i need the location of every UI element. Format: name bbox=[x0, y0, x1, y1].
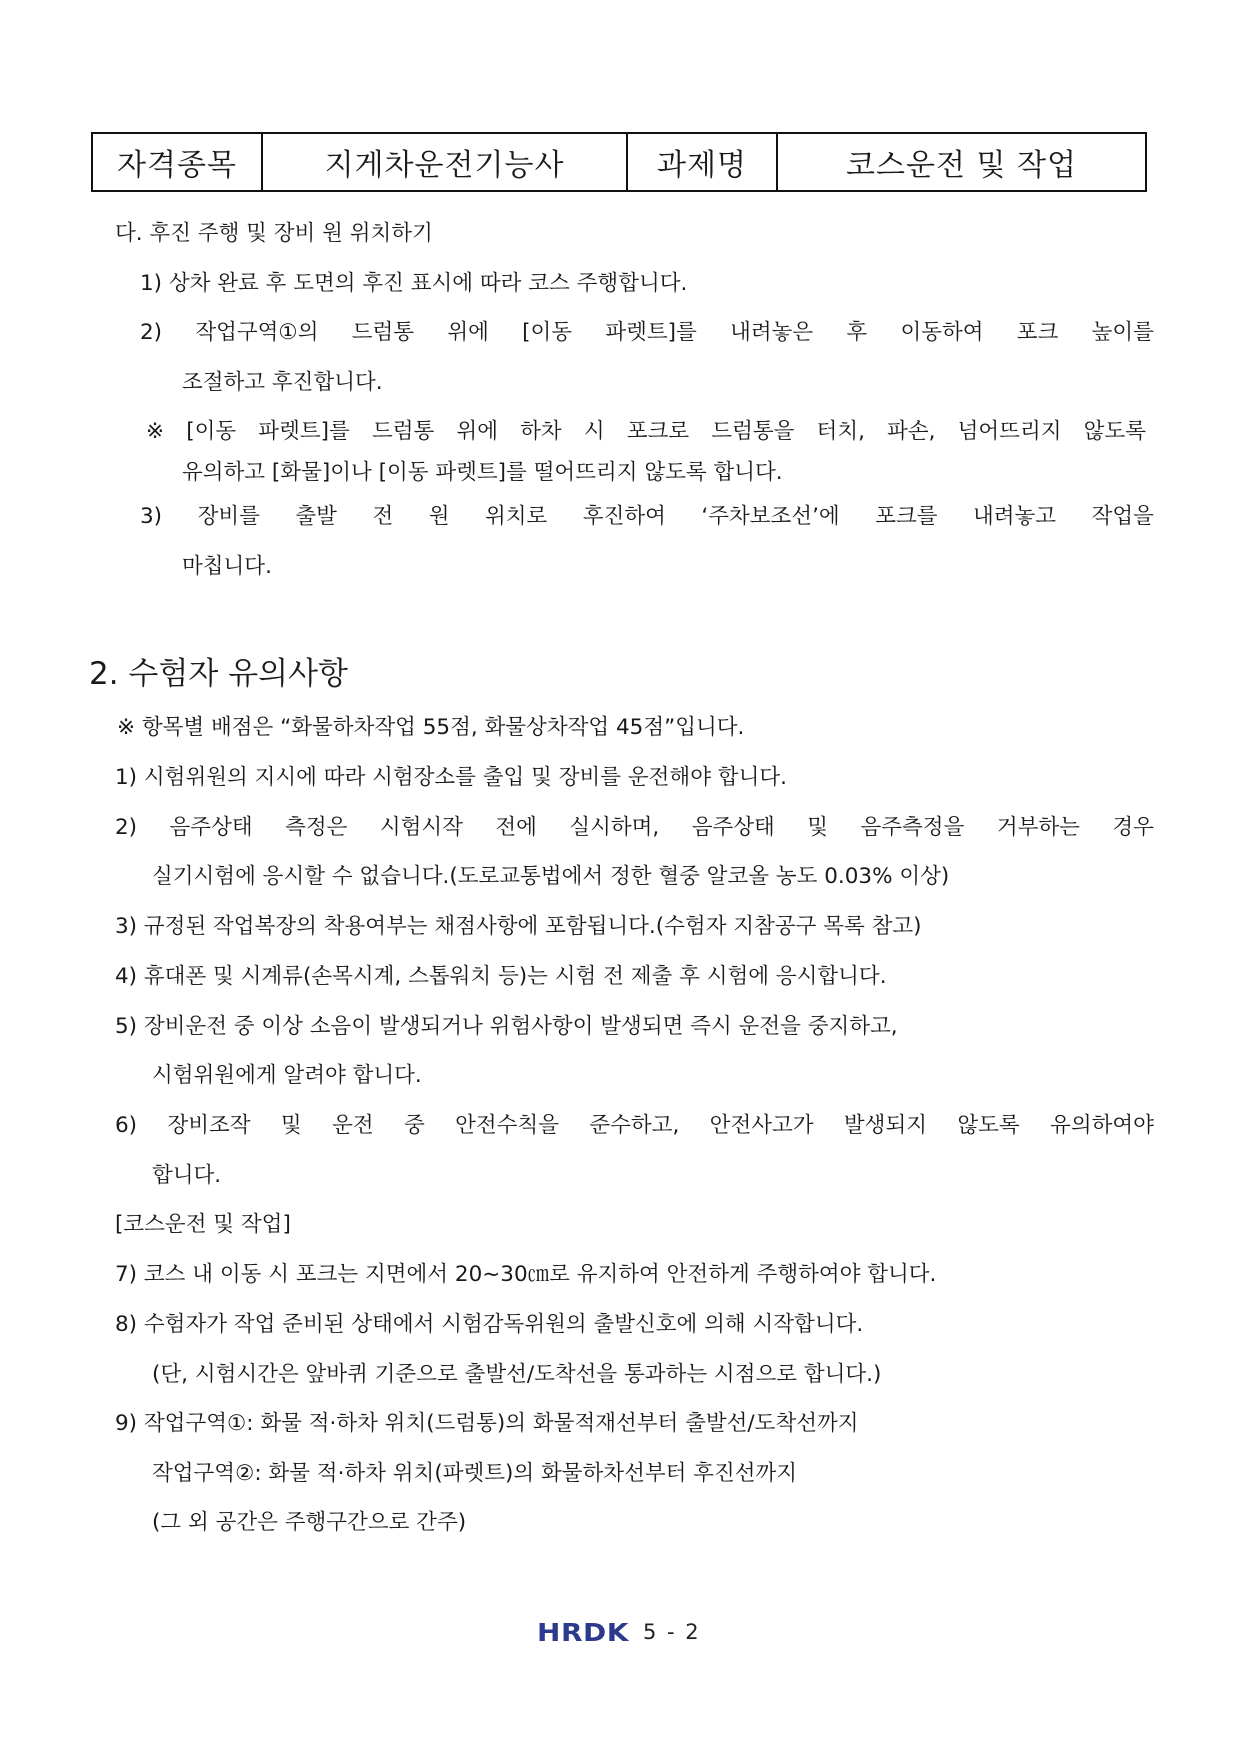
section-2-item-1: 1) 시험위원의 지시에 따라 시험장소를 출입 및 장비를 운전해야 합니다. bbox=[115, 765, 787, 790]
section-da-item-2-line-2: 조절하고 후진합니다. bbox=[182, 370, 383, 395]
section-2-item-6-line-2: 합니다. bbox=[152, 1163, 222, 1188]
section-2-item-5-line-2: 시험위원에게 알려야 합니다. bbox=[152, 1063, 422, 1088]
section-da-item-1: 1) 상차 완료 후 도면의 후진 표시에 따라 코스 주행합니다. bbox=[140, 271, 688, 296]
hrdk-logo bbox=[537, 1619, 631, 1645]
section-2-item-7: 7) 코스 내 이동 시 포크는 지면에서 20~30㎝로 유지하여 안전하게 주행하여야 합니다. bbox=[115, 1262, 937, 1287]
page-footer bbox=[537, 1619, 701, 1645]
section-da-title: 다. 후진 주행 및 장비 원 위치하기 bbox=[115, 221, 433, 246]
section-2-item-9-line-2: 작업구역②: 화물 적·하차 위치(파렛트)의 화물하차선부터 후진선까지 bbox=[152, 1461, 798, 1486]
section-2-item-2-line-1: 2) 음주상태 측정은 시험시작 전에 실시하며, 음주상태 및 음주측정을 거부하는 경우 bbox=[115, 815, 1154, 840]
section-2-heading: 2. 수험자 유의사항 bbox=[89, 656, 348, 692]
section-da-item-2-line-1: 2) 작업구역①의 드럼통 위에 [이동 파렛트]를 내려놓은 후 이동하여 포크 높이를 bbox=[140, 320, 1154, 345]
section-2-item-9-line-1: 9) 작업구역①: 화물 적·하차 위치(드럼통)의 화물적재선부터 출발선/도착선까지 bbox=[115, 1411, 859, 1436]
hrdk-logo-text: HRDK bbox=[537, 1619, 631, 1645]
section-2-item-8-line-2: (단, 시험시간은 앞바퀴 기준으로 출발선/도착선을 통과하는 시점으로 합니다.) bbox=[152, 1362, 882, 1387]
section-da-item-3-line-1: 3) 장비를 출발 전 원 위치로 후진하여 ‘주차보조선’에 포크를 내려놓고 작업을 bbox=[140, 504, 1154, 529]
qualification-value: 지게차운전기능사 bbox=[262, 133, 627, 191]
section-da-note-line-2: 유의하고 [화물]이나 [이동 파렛트]를 떨어뜨리지 않도록 합니다. bbox=[182, 460, 783, 485]
section-2-item-5-line-1: 5) 장비운전 중 이상 소음이 발생되거나 위험사항이 발생되면 즉시 운전을 중지하고, bbox=[115, 1014, 898, 1039]
section-2-item-9-line-3: (그 외 공간은 주행구간으로 간주) bbox=[152, 1510, 467, 1535]
section-2-subheading: [코스운전 및 작업] bbox=[115, 1212, 291, 1237]
page-number: 5 - 2 bbox=[643, 1620, 701, 1644]
section-da-item-3-line-2: 마칩니다. bbox=[182, 554, 272, 579]
header-table bbox=[91, 132, 1147, 192]
task-value: 코스운전 및 작업 bbox=[777, 133, 1146, 191]
section-2-item-2-line-2: 실기시험에 응시할 수 없습니다.(도로교통법에서 정한 혈중 알코올 농도 0.03% 이상) bbox=[152, 864, 950, 889]
section-2-item-6-line-1: 6) 장비조작 및 운전 중 안전수칙을 준수하고, 안전사고가 발생되지 않도록 유의하여야 bbox=[115, 1113, 1154, 1138]
section-2-item-4: 4) 휴대폰 및 시계류(손목시계, 스톱워치 등)는 시험 전 제출 후 시험에 응시합니다. bbox=[115, 964, 887, 989]
section-2-item-3: 3) 규정된 작업복장의 착용여부는 채점사항에 포함됩니다.(수험자 지참공구 목록 참고) bbox=[115, 914, 922, 939]
section-2-note: ※ 항목별 배점은 “화물하차작업 55점, 화물상차작업 45점”입니다. bbox=[117, 715, 745, 740]
task-label: 과제명 bbox=[627, 133, 777, 191]
section-da-note-line-1: ※ [이동 파렛트]를 드럼통 위에 하차 시 포크로 드럼통을 터치, 파손, 넘어뜨리지 않도록 bbox=[146, 419, 1146, 444]
section-2-item-8-line-1: 8) 수험자가 작업 준비된 상태에서 시험감독위원의 출발신호에 의해 시작합니다. bbox=[115, 1312, 864, 1337]
qualification-label: 자격종목 bbox=[92, 133, 262, 191]
